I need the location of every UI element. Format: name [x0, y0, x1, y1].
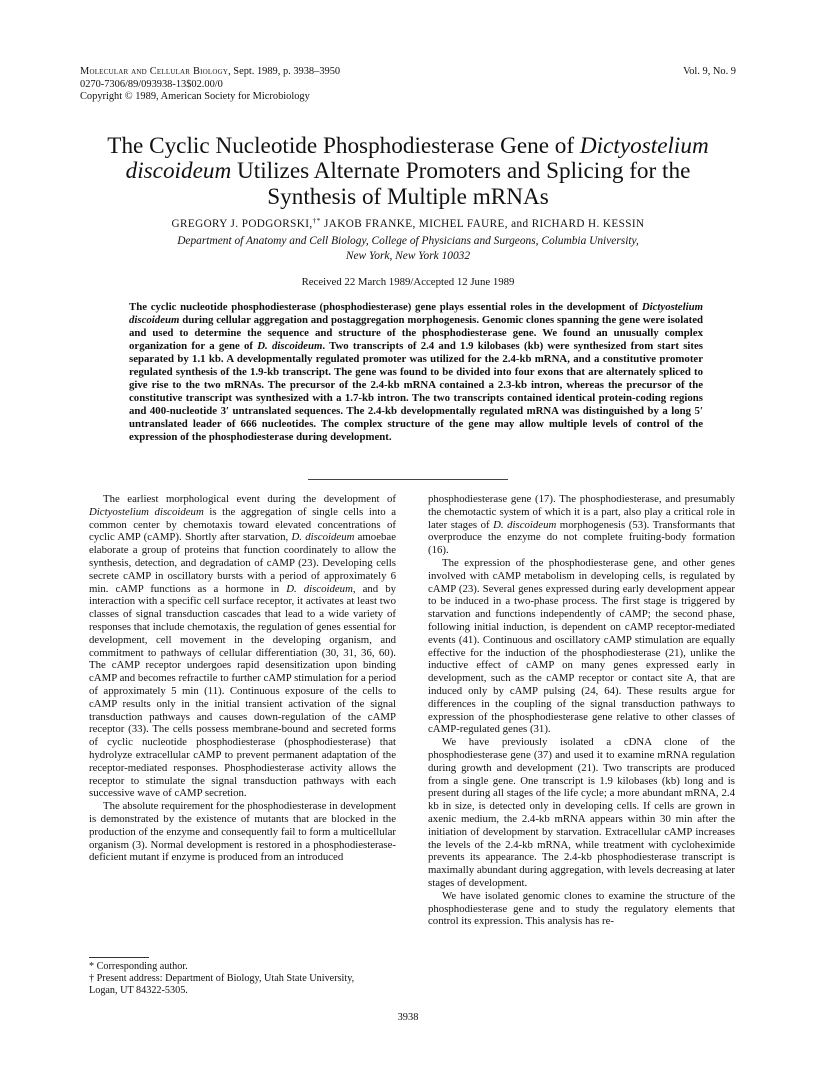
received-dates: Received 22 March 1989/Accepted 12 June 1989: [301, 276, 515, 288]
journal-code: 0270-7306/89/093938-13$02.00/0: [80, 78, 223, 90]
author-list: [60, 214, 756, 231]
title-species: discoideum: [125, 158, 232, 185]
abstract-species: D. discoideum: [257, 340, 323, 353]
footnote: † Present address: Department of Biology, Utah State University,: [89, 973, 355, 985]
footnote: Logan, UT 84322-5305.: [89, 985, 188, 997]
body-text: amoebae elaborate a group of proteins that function coordinately to allow the synthesis, detection, and degradation of cAMP (23). Developing cells secrete cAMP in oscillatory bursts with a period of approximately 6 min. cAMP functions as a hormone in: [89, 531, 396, 595]
footnote-rule: [89, 957, 149, 958]
species-name: Dictyostelium discoideum: [89, 505, 204, 518]
body-text: is the aggregation of single cells into a common center by chemotaxis toward elevated concentrations of cyclic AMP (cAMP). Shortly after starvation,: [89, 505, 397, 544]
body-text: , and by interaction with a specific cell surface receptor, it activates at least two classes of signal transduction cascades that lead to a wide variety of responses that include chemotaxis, the regulation of genes essential for development, cell movement in the developing organism, and commitment to pathways of cellular differentiation (30, 31, 36, 60). The cAMP receptor undergoes rapid desensitization upon binding cAMP and becomes refractile to further cAMP stimulation for a period of approximately 5 min (11). Continuous exposure of the cells to cAMP results only in the initial transient activation of the signal transduction pathways and causes down-regulation of the cAMP receptor (33). The cells possess membrane-bound and secreted forms of cyclic nucleotide phosphodiesterase (phosphodiesterase) that hydrolyze extracellular cAMP to prevent permanent adaptation of the receptor-mediated responses. Phosphodiesterase activity allows the receptor to stimulate the signal transduction pathways with each successive wave of cAMP secretion.: [89, 582, 397, 800]
journal-header: [80, 66, 540, 104]
body-column-right: [428, 493, 735, 928]
journal-citation: , Sept. 1989, p. 3938–3950: [228, 66, 341, 77]
body-paragraph: [89, 493, 396, 800]
affiliation-line: Department of Anatomy and Cell Biology, College of Physicians and Surgeons, Columbia University,: [177, 235, 639, 247]
author-name: GREGORY J. PODGORSKI,: [171, 218, 313, 230]
author-footnote-mark: †*: [312, 216, 321, 225]
footnote: * Corresponding author.: [89, 961, 188, 972]
title-text: Utilizes Alternate Promoters and Splicing for the: [231, 158, 691, 185]
body-text: phosphodiesterase gene (17). The phosphodiesterase, and presumably the chemotactic system of which it is a part, also play a critical role in later stages of: [428, 493, 735, 531]
body-text: morphogenesis (53). Transformants that overproduce the enzyme do not complete fruiting-body formation (16).: [428, 518, 735, 557]
copyright-line: Copyright © 1989, American Society for Microbiology: [80, 91, 310, 103]
abstract-text: . Two transcripts of 2.4 and 1.9 kilobases (kb) were synthesized from start sites separated by 1.1 kb. A developmentally regulated promoter was utilized for the 2.4-kb mRNA, and a constitutive promoter regulated synthesis of the 1.9-kb transcript. The gene was found to be divided into four exons that are alternately spliced to give rise to the two mRNAs. The precursor of the 2.4-kb mRNA contained a 2.3-kb intron, whereas the precursor of the constitutive transcript was synthesized with a 1.7-kb intron. The two transcripts contained identical protein-coding regions and 400-nucleotide 3′ untranslated sequences. The 2.4-kb developmentally regulated mRNA was distinguished by a long 5′ untranslated leader of 666 nucleotides. The complex structure of the gene may allow multiple levels of control of the expression of the phosphodiesterase during development.: [129, 340, 703, 444]
abstract-text: during cellular aggregation and postaggregation morphogenesis. Genomic clones spanning the gene were isolated and used to determine the sequence and structure of the phosphodiesterase gene. We found an unusually complex organization for a gene of: [129, 314, 703, 353]
page-number: 3938: [397, 1012, 419, 1023]
body-paragraph: We have previously isolated a cDNA clone of the phosphodiesterase gene (37) and used it to examine mRNA regulation during growth and development (21). Two transcripts are produced from a single gene. One transcript is 1.9 kilobases (kb) long and is present during all stages of the life cycle; a more abundant mRNA, 2.4 kb in size, is detected only in developing cells. If cells are grown in axenic medium, the 2.4-kb mRNA appears within 30 min after the initiation of development by starvation. Extracellular cAMP increases the levels of the 2.4-kb mRNA, while treatment with cycloheximide prevents its appearance. The 2.4-kb phosphodiesterase transcript is maximally abundant during aggregation, with levels decreasing at later stages of development.: [428, 736, 735, 889]
title-line-3: Synthesis of Multiple mRNAs: [267, 183, 549, 210]
abstract-text: The cyclic nucleotide phosphodiesterase (phosphodiesterase) gene plays essential roles in the development of: [129, 301, 642, 313]
article-title: [70, 134, 746, 210]
body-paragraph: We have isolated genomic clones to examine the structure of the phosphodiesterase gene and to study the regulatory elements that control its expression. This analysis has re-: [428, 889, 735, 928]
abstract: [129, 301, 703, 445]
volume-issue: Vol. 9, No. 9: [683, 66, 736, 77]
title-line-2: [70, 159, 746, 184]
affiliation-line: New York, New York 10032: [345, 249, 471, 262]
species-name: D. discoideum: [493, 518, 557, 531]
species-name: D. discoideum: [291, 531, 355, 544]
abstract-divider: [308, 479, 508, 480]
body-text: The earliest morphological event during the development of: [103, 493, 396, 505]
affiliation: [110, 234, 706, 263]
body-paragraph: [428, 493, 735, 557]
title-line-1: [70, 134, 746, 159]
abstract-species: Dictyostelium discoideum: [129, 301, 703, 327]
body-paragraph: The absolute requirement for the phosphodiesterase in development is demonstrated by the existence of mutants that are blocked in the production of the enzyme and consequently fail to form a multicellular organism (3). Normal development is restored in a phosphodiesterase-deficient mutant if enzyme is produced from an introduced: [89, 800, 396, 864]
species-name: D. discoideum: [286, 582, 353, 595]
body-column-left: [89, 493, 396, 864]
author-names: JAKOB FRANKE, MICHEL FAURE, and RICHARD H. KESSIN: [320, 218, 645, 230]
footnotes: [89, 961, 409, 998]
body-paragraph: The expression of the phosphodiesterase gene, and other genes involved with cAMP metabolism in developing cells, is regulated by cAMP (23). Several genes expressed during early development appear to be induced in a two-phase process. The first stage is triggered by starvation and functions independently of cAMP; the second phase, following initial induction, is dependent on cAMP receptor-mediated events (41). Continuous and oscillatory cAMP stimulation are equally effective for the induction of the phosphodiesterase (21), unlike the inductive effect of cAMP on many genes expressed early in development, such as the cAMP receptor or contact site A, that are induced only by cAMP pulsing (24, 64). These results argue for differences in the coupling of the signal transduction pathways to expression of the phosphodiesterase gene relative to other classes of cAMP-regulated genes (31).: [428, 556, 735, 736]
title-text: The Cyclic Nucleotide Phosphodiesterase Gene of: [107, 133, 580, 159]
title-genus: Dictyostelium: [579, 133, 709, 159]
journal-name: Molecular and Cellular Biology: [80, 66, 229, 77]
journal-citation-line: [80, 66, 540, 79]
